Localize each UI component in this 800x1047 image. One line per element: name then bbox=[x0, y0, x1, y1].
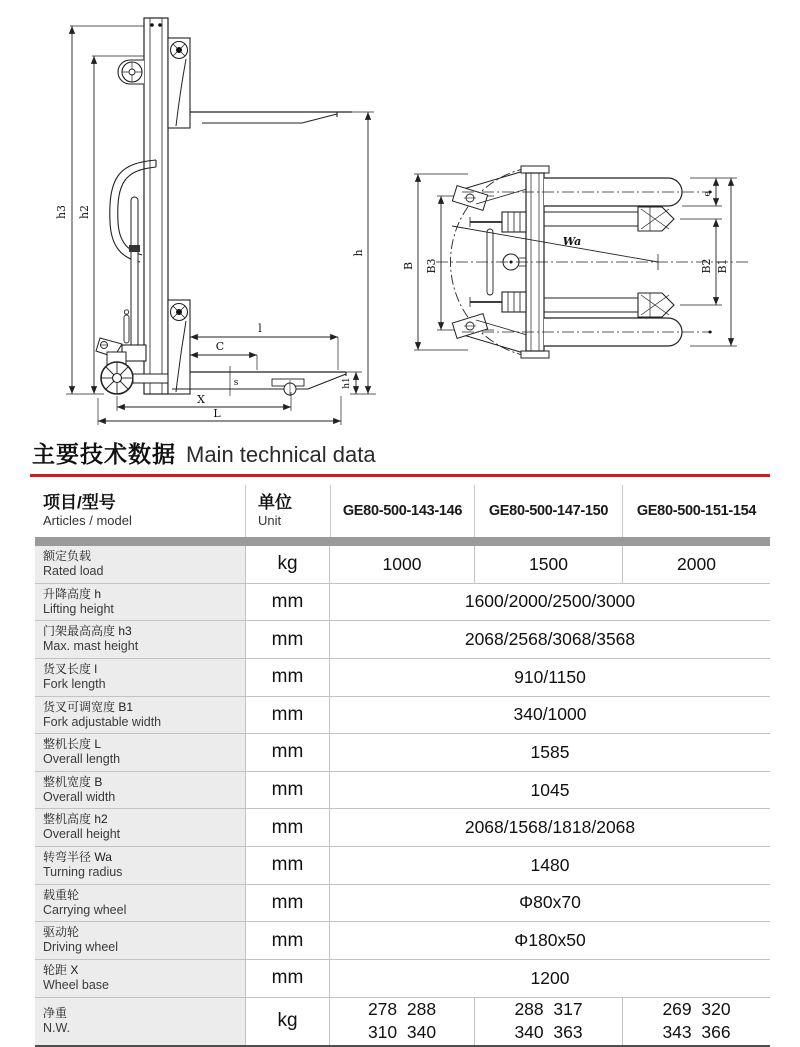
value-cell bbox=[330, 998, 474, 1045]
header-articles-en: Articles / model bbox=[43, 513, 132, 529]
spec-label-cn: 整机宽度 B bbox=[43, 774, 103, 789]
spec-label-en: Carrying wheel bbox=[43, 902, 127, 917]
table-row bbox=[35, 847, 770, 885]
spec-label-cell bbox=[35, 960, 245, 997]
value-cell: 2000 bbox=[622, 546, 770, 583]
spec-label-cn: 整机高度 h2 bbox=[43, 812, 108, 827]
value-cell-span: 1585 bbox=[530, 741, 570, 762]
spec-label-cell bbox=[35, 847, 245, 884]
table-row bbox=[35, 697, 770, 735]
dim-label-s: s bbox=[233, 378, 239, 388]
spec-label-en: Turning radius bbox=[43, 865, 123, 879]
value-cell-span: 1045 bbox=[530, 779, 570, 800]
table-row bbox=[35, 922, 770, 960]
spec-label-cn: 净重 bbox=[43, 1005, 68, 1020]
dim-label-L: L bbox=[213, 407, 221, 420]
header-unit-cn: 单位 bbox=[258, 493, 292, 512]
spec-label-en: Lifting height bbox=[43, 601, 114, 616]
value-cell: 1000 bbox=[382, 553, 422, 574]
spec-label-cell bbox=[35, 922, 245, 959]
value-cell-span: 1600/2000/2500/3000 bbox=[464, 591, 636, 612]
spec-table bbox=[35, 485, 770, 1047]
drawings-svg bbox=[0, 0, 800, 436]
table-row bbox=[35, 621, 770, 659]
spec-label-cell bbox=[35, 546, 245, 583]
value-cell-span: 1200 bbox=[530, 967, 570, 988]
spec-label-cell bbox=[35, 998, 245, 1045]
spec-label-en: Driving wheel bbox=[43, 940, 119, 955]
table-row bbox=[35, 809, 770, 847]
spec-label-en: Overall width bbox=[43, 789, 116, 804]
spec-table-body bbox=[35, 546, 770, 1047]
value-cell-span: 2068/2568/3068/3568 bbox=[464, 629, 636, 650]
header-model-2: GE80-500-147-150 bbox=[474, 485, 622, 537]
value-cell bbox=[622, 998, 770, 1045]
value-line: 340 363 bbox=[514, 1022, 583, 1042]
spec-label-cn: 货叉可调宽度 B1 bbox=[43, 699, 134, 714]
unit-cell: mm bbox=[245, 847, 330, 884]
table-row bbox=[35, 659, 770, 697]
header-articles bbox=[35, 485, 245, 537]
value-cell bbox=[474, 998, 622, 1045]
spec-label-cell bbox=[35, 697, 245, 734]
value-line: 343 366 bbox=[662, 1022, 731, 1042]
spec-label-cell bbox=[35, 734, 245, 771]
table-row bbox=[35, 546, 770, 584]
dim-label-h2: h2 bbox=[78, 204, 91, 220]
spec-label-cn: 轮距 X bbox=[43, 962, 79, 977]
spec-label-en: N.W. bbox=[43, 1020, 71, 1035]
technical-drawings bbox=[0, 0, 800, 436]
header-articles-cn: 项目/型号 bbox=[43, 493, 116, 512]
spec-label-en: Overall length bbox=[43, 752, 121, 767]
header-model-1: GE80-500-143-146 bbox=[330, 485, 474, 537]
dim-label-h3: h3 bbox=[55, 204, 68, 220]
unit-cell: mm bbox=[245, 960, 330, 997]
value-cell-span: Φ180x50 bbox=[514, 930, 586, 951]
spec-label-en: Rated load bbox=[43, 564, 104, 578]
title-accent-rule bbox=[30, 474, 770, 477]
value-line: 310 340 bbox=[367, 1022, 437, 1042]
spec-label-cn: 驱动轮 bbox=[43, 925, 80, 940]
value-cell-span: 2068/1568/1818/2068 bbox=[464, 817, 636, 838]
spec-label-cn: 转弯半径 Wa bbox=[43, 850, 112, 864]
dim-label-X: X bbox=[197, 393, 205, 406]
table-row bbox=[35, 772, 770, 810]
unit-cell: mm bbox=[245, 621, 330, 658]
header-unit bbox=[245, 485, 330, 537]
unit-cell: mm bbox=[245, 922, 330, 959]
table-row bbox=[35, 734, 770, 772]
dim-label-B2: B2 bbox=[700, 258, 713, 274]
spec-label-cell bbox=[35, 885, 245, 922]
table-row bbox=[35, 584, 770, 622]
unit-cell: mm bbox=[245, 772, 330, 809]
spec-label-en: Max. mast height bbox=[43, 639, 139, 654]
dim-label-e: e bbox=[703, 191, 713, 197]
dim-label-B3: B3 bbox=[425, 258, 438, 274]
side-view-drawing bbox=[55, 18, 376, 425]
spec-label-cell bbox=[35, 772, 245, 809]
value-line: 269 320 bbox=[662, 999, 731, 1020]
dim-label-h1: h1 bbox=[342, 377, 352, 389]
spec-label-cn: 货叉长度 l bbox=[43, 661, 98, 676]
value-cell-span: Φ80x70 bbox=[519, 892, 581, 913]
value-cell-span: 1480 bbox=[530, 854, 570, 875]
unit-cell: kg bbox=[245, 998, 330, 1045]
unit-cell: kg bbox=[245, 546, 330, 583]
spec-label-en: Fork length bbox=[43, 676, 106, 691]
spec-label-cn: 升降高度 h bbox=[43, 586, 102, 601]
spec-label-cn: 整机长度 L bbox=[43, 737, 102, 752]
table-row bbox=[35, 998, 770, 1045]
table-row bbox=[35, 960, 770, 998]
spec-label-cn: 载重轮 bbox=[43, 887, 80, 902]
page-title-en: Main technical data bbox=[186, 442, 376, 467]
dim-label-h: h bbox=[352, 249, 365, 257]
dim-label-l: l bbox=[258, 322, 262, 335]
top-view-drawing bbox=[402, 166, 750, 358]
spec-label-cell bbox=[35, 659, 245, 696]
dim-label-B: B bbox=[402, 261, 415, 271]
table-row bbox=[35, 885, 770, 923]
dim-label-C: C bbox=[215, 340, 225, 353]
unit-cell: mm bbox=[245, 809, 330, 846]
unit-cell: mm bbox=[245, 885, 330, 922]
section-title bbox=[32, 436, 770, 469]
spec-label-cell bbox=[35, 809, 245, 846]
spec-label-cn: 额定负载 bbox=[43, 549, 92, 563]
header-unit-en: Unit bbox=[258, 513, 282, 529]
spec-label-cell bbox=[35, 584, 245, 621]
spec-label-cell bbox=[35, 621, 245, 658]
unit-cell: mm bbox=[245, 697, 330, 734]
dim-label-B1: B1 bbox=[716, 258, 729, 274]
value-cell: 1500 bbox=[474, 546, 622, 583]
spec-label-en: Fork adjustable width bbox=[43, 714, 162, 729]
header-separator-bar bbox=[35, 537, 770, 546]
page-title-cn: 主要技术数据 bbox=[32, 441, 176, 467]
value-cell-span: 340/1000 bbox=[513, 704, 587, 725]
unit-cell: mm bbox=[245, 734, 330, 771]
spec-table-header bbox=[35, 485, 770, 537]
unit-cell: mm bbox=[245, 584, 330, 621]
value-line: 278 288 bbox=[367, 999, 437, 1020]
unit-cell: mm bbox=[245, 659, 330, 696]
spec-label-en: Overall height bbox=[43, 827, 121, 842]
value-line: 288 317 bbox=[514, 999, 583, 1020]
dim-label-Wa: Wa bbox=[562, 235, 582, 248]
spec-label-cn: 门架最高高度 h3 bbox=[43, 624, 132, 639]
value-cell-span: 910/1150 bbox=[514, 666, 586, 687]
header-model-3: GE80-500-151-154 bbox=[622, 485, 770, 537]
spec-label-en: Wheel base bbox=[43, 977, 110, 992]
